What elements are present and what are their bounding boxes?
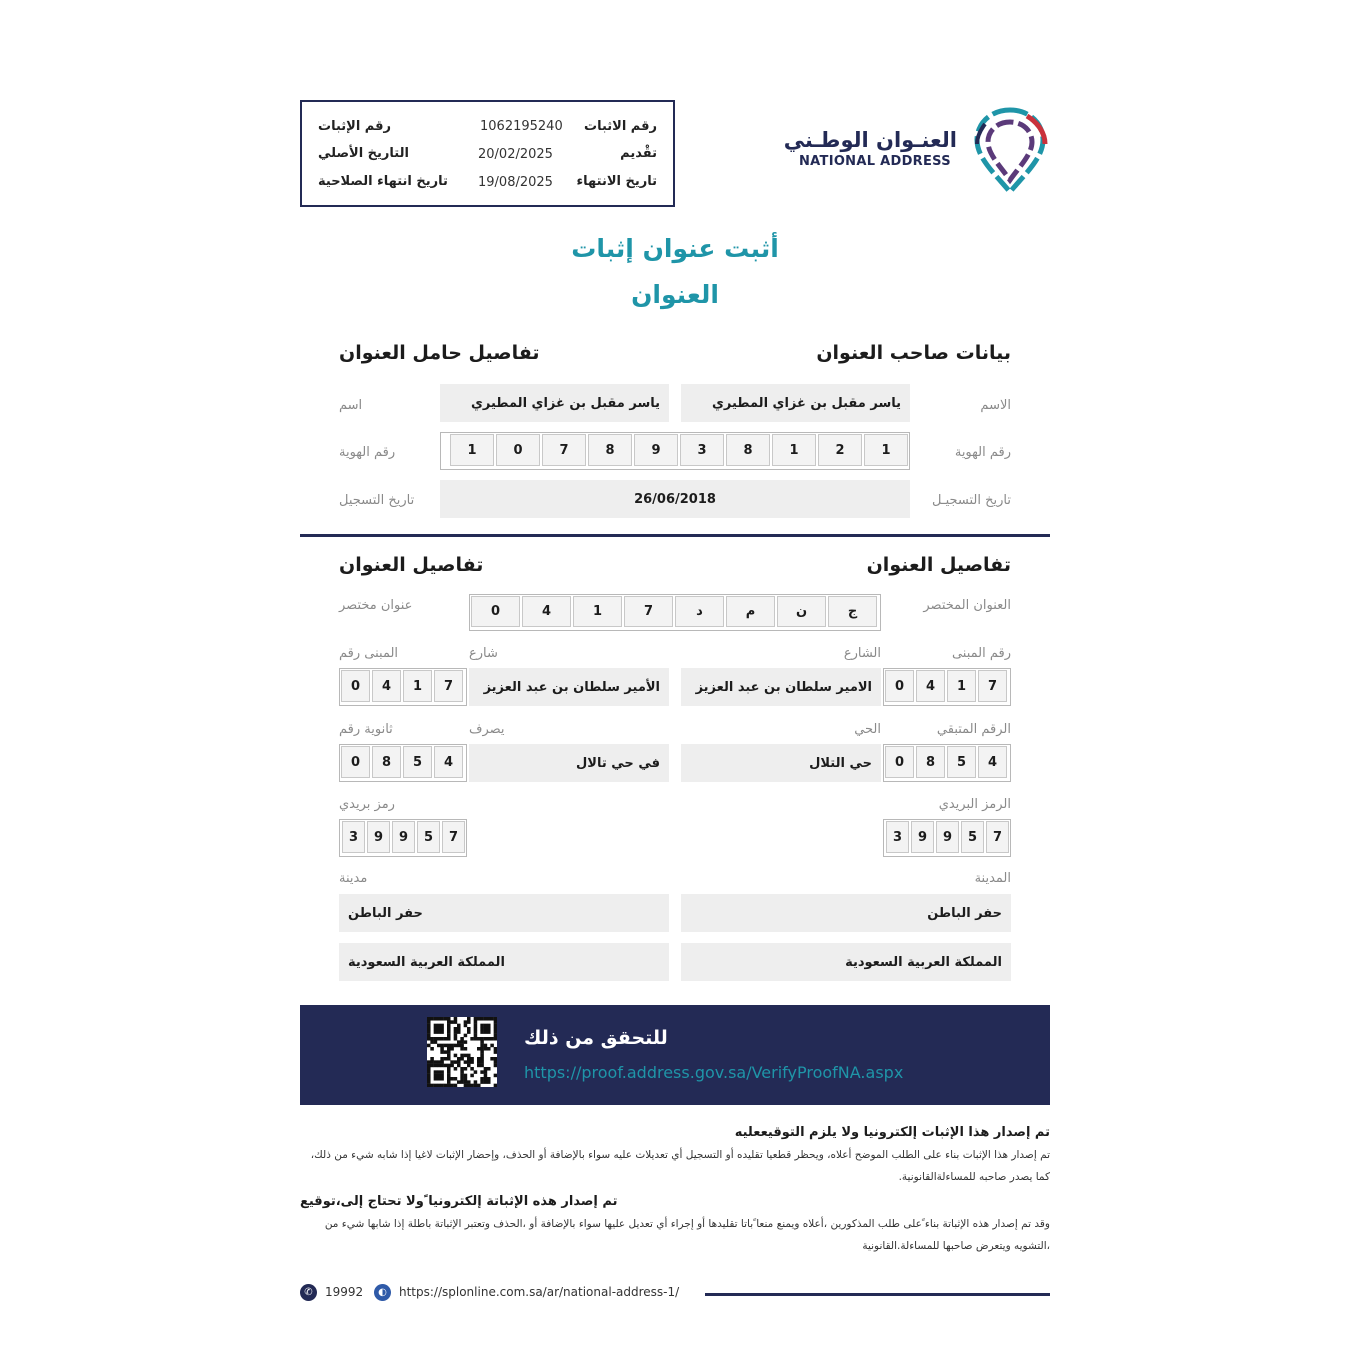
- short-address-cell: 4: [522, 596, 571, 627]
- name-label: الاسم: [980, 398, 1011, 413]
- logo-english-text: NATIONAL ADDRESS: [799, 154, 951, 169]
- notice-paragraph-1: تم إصدار هذا الإثبات بناء على الطلب الموضح أعلاه، ويحظر قطعيا تقليده أو التسجيل أي تعديلات عليه سواء بالإضافة أو الحذف، وإحضار الإثبات لاغيا إذا شابه شيء من ذلك، كما يصدر صاحبه للمساءلةالقانونية.: [310, 1149, 1050, 1183]
- postal-code-label-alt: رمز بريدي: [339, 797, 395, 812]
- page-subtitle: العنوان: [631, 280, 719, 309]
- qr-pattern: [427, 1017, 497, 1087]
- building-digit-cell: 4: [916, 670, 945, 702]
- id-digit-cell: 1: [772, 434, 816, 466]
- street-label-alt: شارع: [469, 646, 498, 661]
- short-address-cell: 1: [573, 596, 622, 627]
- short-address-cell: 0: [471, 596, 520, 627]
- id-digit-cell: 7: [542, 434, 586, 466]
- issue-date-value: 20/02/2025: [478, 147, 553, 162]
- postal-digit-cell: 9: [392, 821, 415, 853]
- address-heading-alt: تفاصيل العنوان: [339, 554, 484, 576]
- proof-info-box: [300, 100, 675, 207]
- short-address-cell: ن: [777, 596, 826, 627]
- secondary-number-cells: [883, 744, 1011, 782]
- footer-link[interactable]: https://splonline.com.sa/ar/national-address-1/: [399, 1285, 680, 1299]
- address-heading: تفاصيل العنوان: [866, 554, 1011, 576]
- postal-digit-cell: 5: [961, 821, 984, 853]
- id-digit-cell: 2: [818, 434, 862, 466]
- proof-number-label: رقم الاثبات: [584, 119, 657, 134]
- id-digit-cell: 3: [680, 434, 724, 466]
- expiry-date-label: تاريخ الانتهاء: [576, 174, 657, 189]
- id-digit-cell: 1: [864, 434, 908, 466]
- id-digit-cell: 8: [588, 434, 632, 466]
- original-date-label: التاريخ الأصلي: [318, 146, 409, 161]
- id-digit-cell: 1: [450, 434, 494, 466]
- id-digit-cell: 9: [634, 434, 678, 466]
- postal-digit-cell: 9: [367, 821, 390, 853]
- short-address-cell: 7: [624, 596, 673, 627]
- secondary-digit-cell: 5: [947, 746, 976, 778]
- phone-icon: ✆: [300, 1284, 317, 1301]
- id-number-cells: [440, 432, 910, 470]
- short-address-label: العنوان المختصر: [923, 598, 1011, 613]
- district-value-alt: في حي تالال: [469, 744, 669, 782]
- city-value-alt: حفر الباطن: [339, 894, 669, 932]
- expiry-date-label-alt: تاريخ انتهاء الصلاحية: [318, 174, 448, 189]
- postal-digit-cell: 9: [911, 821, 934, 853]
- postal-code-cells: [883, 819, 1011, 857]
- building-digit-cell: 1: [947, 670, 976, 702]
- id-number-label-alt: رقم الهوية: [339, 445, 396, 460]
- short-address-cell: م: [726, 596, 775, 627]
- district-value: حي التلال: [681, 744, 881, 782]
- street-label: الشارع: [843, 646, 881, 661]
- globe-icon: ◐: [374, 1284, 391, 1301]
- street-value: الامير سلطان بن عبد العزيز: [681, 668, 881, 706]
- footer-divider: [705, 1293, 1050, 1296]
- building-number-label-alt: المبنى رقم: [339, 646, 399, 661]
- building-digit-cell: 1: [403, 670, 432, 702]
- id-number-label: رقم الهوية: [954, 445, 1011, 460]
- notice-heading-1: تم إصدار هذا الإثبات إلكترونيا ولا يلزم التوقيععليه: [734, 1125, 1050, 1140]
- issue-date-label: تقْديم: [620, 146, 657, 161]
- city-label: المدينة: [974, 871, 1011, 886]
- id-digit-cell: 8: [726, 434, 770, 466]
- proof-number-value: 1062195240: [480, 119, 563, 134]
- postal-digit-cell: 9: [936, 821, 959, 853]
- logo: [783, 102, 1055, 197]
- building-digit-cell: 7: [978, 670, 1007, 702]
- holder-heading: تفاصيل حامل العنوان: [339, 342, 540, 364]
- secondary-digit-cell: 5: [403, 746, 432, 778]
- verify-banner: [300, 1005, 1050, 1105]
- registration-date-value: 26/06/2018: [440, 480, 910, 518]
- footer: [300, 1280, 1050, 1306]
- district-label: الحي: [854, 722, 881, 737]
- phone-number[interactable]: 19992: [325, 1285, 364, 1299]
- country-value-alt: المملكة العربية السعودية: [339, 943, 669, 981]
- registration-date-label: تاريخ التسجيـل: [931, 493, 1011, 508]
- secondary-digit-cell: 8: [916, 746, 945, 778]
- building-number-cells-alt: [339, 668, 467, 706]
- location-pin-logo-icon: [965, 102, 1055, 197]
- secondary-digit-cell: 8: [372, 746, 401, 778]
- registration-date-label-alt: تاريخ التسجيل: [339, 493, 415, 508]
- section-divider: [300, 534, 1050, 537]
- city-label-alt: مدينة: [339, 871, 368, 886]
- secondary-number-label-alt: ثانوية رقم: [339, 722, 393, 737]
- verify-link[interactable]: https://proof.address.gov.sa/VerifyProofNA.aspx: [524, 1063, 904, 1082]
- page-title: أثبت عنوان إثبات: [571, 234, 779, 263]
- name-value-alt: ياسر مقبل بن غزاي المطيري: [440, 384, 669, 422]
- secondary-digit-cell: 0: [885, 746, 914, 778]
- name-value: ياسر مقبل بن غزاي المطيري: [681, 384, 910, 422]
- owner-heading: بيانات صاحب العنوان: [816, 342, 1011, 364]
- city-value: حفر الباطن: [681, 894, 1011, 932]
- secondary-number-label: الرقم المتبقي: [936, 722, 1011, 737]
- secondary-digit-cell: 0: [341, 746, 370, 778]
- postal-digit-cell: 7: [986, 821, 1009, 853]
- logo-arabic-text: العنـوان الوطـني: [783, 128, 957, 152]
- postal-digit-cell: 7: [442, 821, 465, 853]
- district-label-alt: يصرف: [469, 722, 505, 737]
- verify-title: للتحقق من ذلك: [524, 1027, 668, 1049]
- short-address-cells: [469, 594, 881, 631]
- building-digit-cell: 0: [341, 670, 370, 702]
- secondary-digit-cell: 4: [434, 746, 463, 778]
- building-digit-cell: 0: [885, 670, 914, 702]
- short-address-cell: ج: [828, 596, 877, 627]
- building-number-cells: [883, 668, 1011, 706]
- id-digit-cell: 0: [496, 434, 540, 466]
- short-address-label-alt: عنوان مختصر: [339, 598, 413, 613]
- notice-heading-2: تم إصدار هذه الإثباتة إلكترونيا ًولا تحتاج إلى،توقيع: [300, 1194, 618, 1209]
- postal-code-cells-alt: [339, 819, 467, 857]
- building-digit-cell: 7: [434, 670, 463, 702]
- proof-number-label-alt: رقم الإثبات: [318, 119, 391, 134]
- country-value: المملكة العربية السعودية: [681, 943, 1011, 981]
- street-value-alt: الأمير سلطان بن عبد العزيز: [469, 668, 669, 706]
- secondary-number-cells-alt: [339, 744, 467, 782]
- secondary-digit-cell: 4: [978, 746, 1007, 778]
- expiry-date-value: 19/08/2025: [478, 175, 553, 190]
- short-address-cell: د: [675, 596, 724, 627]
- name-label-alt: اسم: [339, 398, 363, 413]
- postal-code-label: الرمز البريدي: [938, 797, 1011, 812]
- building-digit-cell: 4: [372, 670, 401, 702]
- building-number-label: رقم المبنى: [951, 646, 1011, 661]
- notice-paragraph-2: وقد تم إصدار هذه الإثباتة بناء ًعلى طلب المذكورين ،أعلاه ويمنع منعا ًباتا تقليدها أو إجراء أي تعديل عليها سواء بالإضافة أو ،الحذف وتعتبر الإثباتة باطلة إذا شابها شيء من ،التشويه ويتعرض صاحبها للمساءلة.القانونية: [324, 1218, 1050, 1252]
- postal-digit-cell: 3: [886, 821, 909, 853]
- postal-digit-cell: 5: [417, 821, 440, 853]
- postal-digit-cell: 3: [342, 821, 365, 853]
- qr-code-icon[interactable]: [427, 1017, 497, 1087]
